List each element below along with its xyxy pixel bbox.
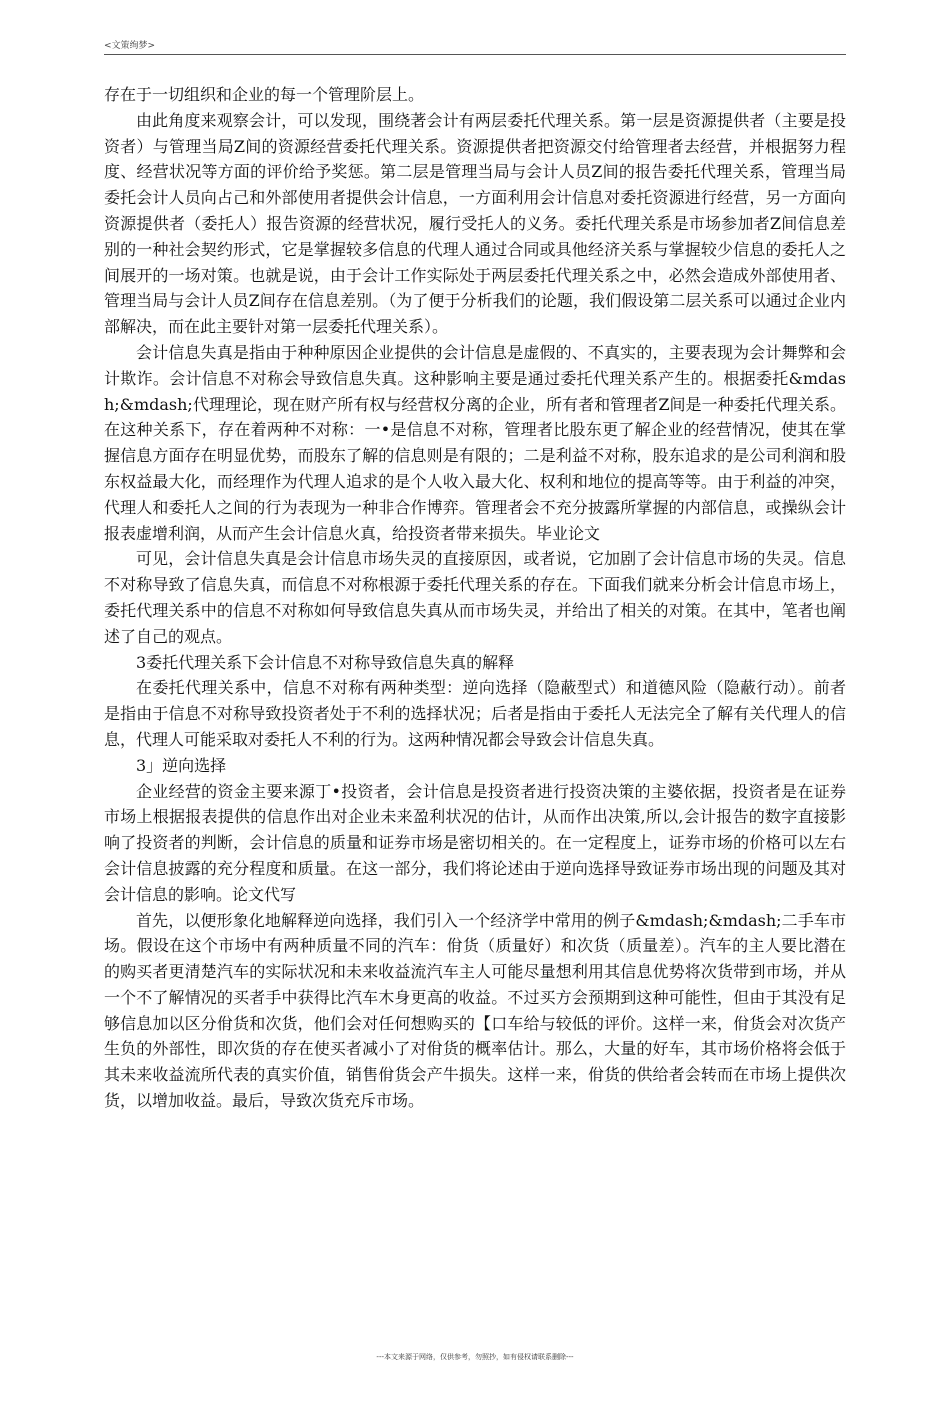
paragraph-continuation: 存在于一切组织和企业的每一个管理阶层上。 [104,85,425,104]
paragraph-market-failure: 可见，会计信息失真是会计信息市场失灵的直接原因，或者说，它加剧了会计信息市场的失灵。信息不对称导致了信息失真，而信息不对称根源于委托代理关系的存在。下面我们就来分析会计信息市场上，委托代理关系中的信息不对称如何导致信息失真从而市场失灵，并给出了相关的对策。在其中，笔者也阐述了自己的观点。 [104,549,846,646]
paragraph-agency-layers: 由此角度来观察会计，可以发现，围绕著会计有两层委托代理关系。第一层是资源提供者（主要是投资者）与管理当局Z间的资源经营委托代理关系。资源提供者把资源交付给管理者去经营，并根据努力程度、经营状况等方面的评价给予奖惩。第二层是管理当局与会计人员Z间的报告委托代理关系，管理当局委托会计人员向占己和外部使用者提供会计信息，一方面利用会计信息对委托资源进行经营，另一方面向资源提供者（委托人）报告资源的经营状况，履行受托人的义务。委托代理关系是市场参加者Z间信息差别的一种社会契约形式，它是掌握较多信息的代理人通过合同或具他经济关系与掌握较少信息的委托人之间展开的一场对策。也就是说，由于会计工作实际处于两层委托代理关系之中，必然会造成外部使用者、管理当局与会计人员Z间存在信息差别。（为了便于分析我们的论题，我们假设第二层关系可以通过企业内部解决，而在此主要针对第一层委托代理关系）。 [104,110,846,337]
paragraph-investors: 企业经营的资金主要来源丁•投资者，会计信息是投资者进行投资决策的主婆依据，投资者是在证券市场上根据报表提供的信息作出对企业未来盈利状况的估计，从而作出决策,所以,会计报告的数字直接影响了投资者的判断，会计信息的质量和证券市场是密切相关的。在一定程度上，证券市场的价格可以左右会计信息披露的充分程度和质量。在这一部分，我们将论述由于逆向选择导致证券市场出现的问题及其对会计信息的影响。论文代写 [104,781,846,904]
paragraph-asymmetry-types: 在委托代理关系中，信息不对称有两种类型：逆向选择（隐蔽型式）和道德风险（隐蔽行动）。前者是指由于信息不对称导致投资者处于不利的选择状况；后者是指由于委托人无法完全了解有关代理人的信息，代理人可能采取对委托人不利的行为。这两种情况都会导致会计信息失真。 [104,678,846,749]
subsection-heading-adverse-selection: 3」逆向选择 [136,755,227,775]
paragraph-information-distortion: 会计信息失真是指由于种种原因企业提供的会计信息是虚假的、不真实的，主要表现为会计舞弊和会计欺诈。会计信息不对称会导致信息失真。这种影响主要是通过委托代理关系产生的。根据委托&mdash;&mdash;代理理论，现在财产所有权与经营权分离的企业，所有者和管理者Z间是一种委托代理关系。在这种关系下，存在着两种不对称：一•是信息不对称，管理者比股东更了解企业的经营情况，使其在掌握信息方面存在明显优势，而股东了解的信息则是有限的；二是利益不对称，股东追求的是公司利润和股东权益最大化，而经理作为代理人追求的是个人收入最大化、权利和地位的提高等等。由于利益的冲突，代理人和委托人之间的行为表现为一种非合作博弈。管理者会不充分披露所掌握的内部信息，或操纵会计报表虚增利润，从而产生会计信息火真，给投资者带来损失。毕业论文 [104,342,846,543]
document-body [104,82,846,1114]
footer-disclaimer: ---本文来源于网络，仅供参考，勿照抄，如有侵权请联系删除--- [376,1353,574,1361]
header-divider [104,54,846,55]
header-watermark: <文策绚梦> [104,41,156,51]
section-heading-3: 3委托代理关系下会计信息不对称导致信息失真的解释 [136,652,515,672]
paragraph-used-car-market: 首先，以便形象化地解释逆向选择，我们引入一个经济学中常用的例子&mdash;&mdash;二手车市场。假设在这个市场中有两种质量不同的汽车：佾货（质量好）和次货（质量差）。汽车的主人要比潜在的购买者更清楚汽车的实际状况和未来收益流汽车主人可能尽量想利用其信息优势将次货带到市场，并从一个不了解情况的买者手中获得比汽车木身更高的收益。不过买方会预期到这种可能性，但由于其没有足够信息加以区分佾货和次货，他们会对任何想购买的【口车给与较低的评价。这样一来，佾货会对次货产生负的外部性，即次货的存在使买者减小了对佾货的概率估计。那么，大量的好车，其市场价格将会低于其未来收益流所代表的真实价值，销售佾货会产牛损失。这样一来，佾货的供给者会转而在市场上提供次货，以增加收益。最后，导致次货充斥市场。 [104,910,846,1111]
